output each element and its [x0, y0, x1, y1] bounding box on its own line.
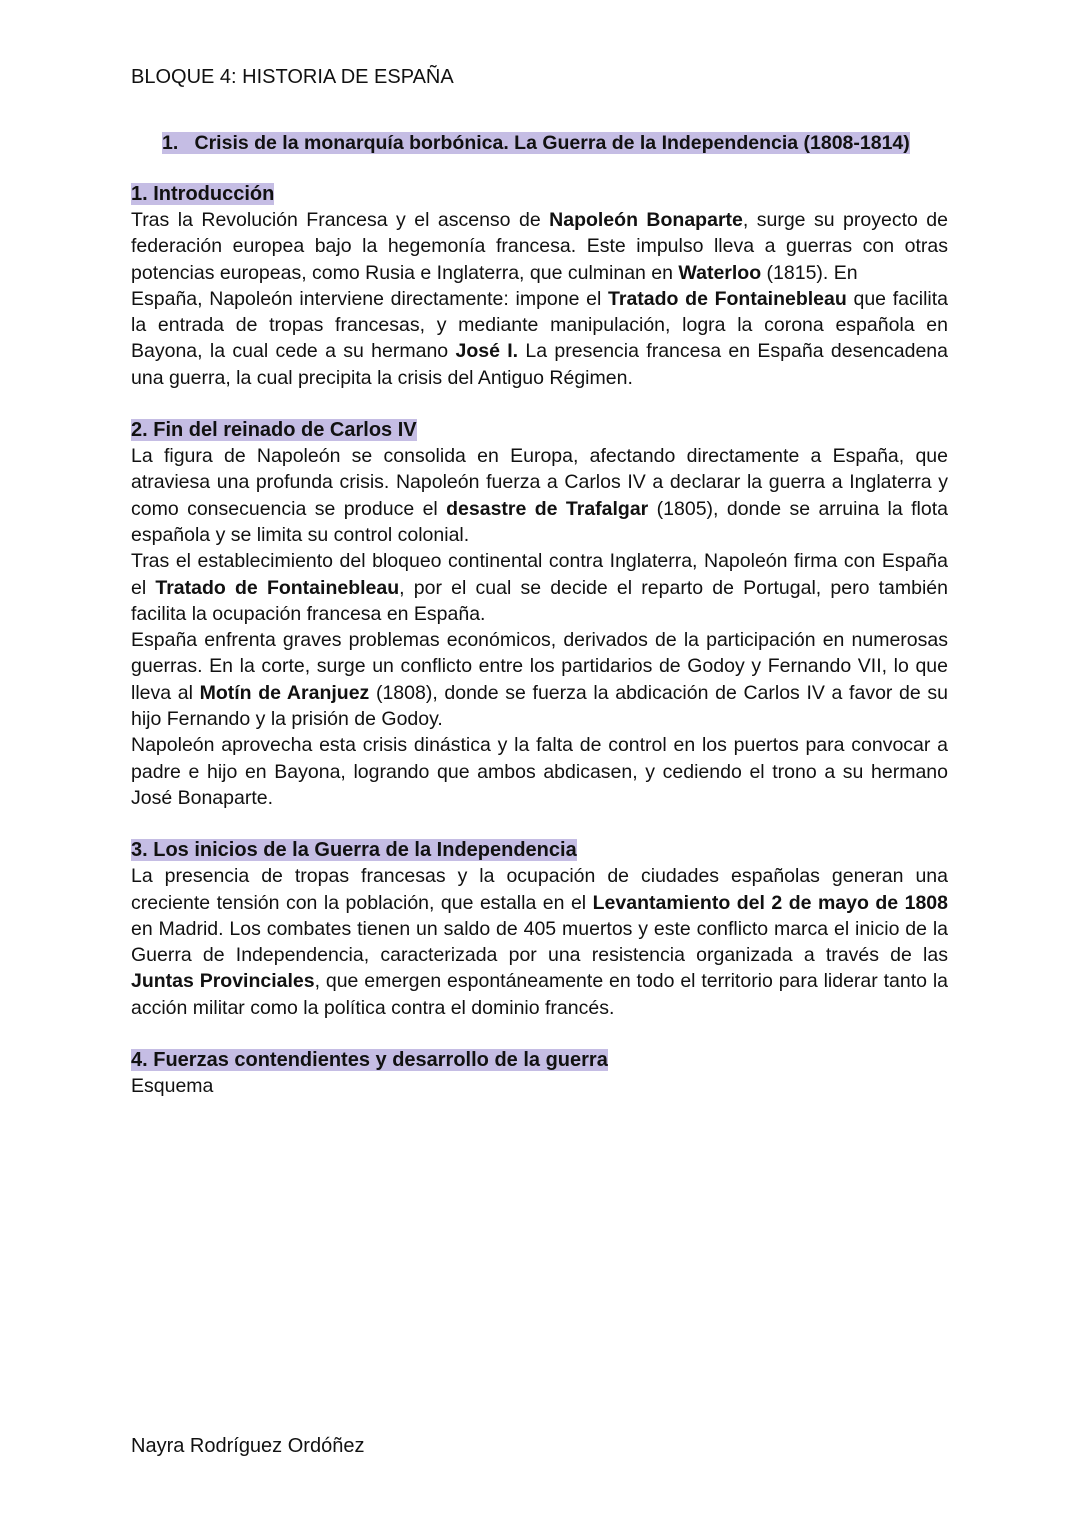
paragraph: Tras la Revolución Francesa y el ascenso de Napoleón Bonaparte, surge su proyecto de federación europea bajo la hegemonía francesa. Este impulso lleva a guerras con otras potencias europeas, como Rusia e Inglaterra, que culminan en Waterloo (1815). En: [131, 209, 948, 284]
section-heading-text: 1. Introducción: [131, 183, 275, 205]
paragraph: La presencia de tropas francesas y la ocupación de ciudades españolas generan una creciente tensión con la población, que estalla en el Levantamiento del 2 de mayo de 1808 en Madrid. Los combates tienen un saldo de 405 muertos y este conflicto marca el inicio de la Guerra de Independencia, caracterizada por una resistencia organizada a través de las Juntas Provinciales, que emergen espontáneamente en todo el territorio para liderar tanto la acción militar como la política contra el dominio francés.: [131, 865, 948, 1019]
bold-term: Juntas Provinciales: [131, 970, 315, 993]
paragraph: Tras el establecimiento del bloqueo continental contra Inglaterra, Napoleón firma con España el Tratado de Fontainebleau, por el cual se decide el reparto de Portugal, pero también facilita la ocupación francesa en España.: [131, 550, 948, 625]
bold-term: José I.: [455, 340, 519, 363]
paragraph: España enfrenta graves problemas económicos, derivados de la participación en numerosas guerras. En la corte, surge un conflicto entre los partidarios de Godoy y Fernando VII, lo que lleva al Motín de Aranjuez (1808), donde se fuerza la abdicación de Carlos IV a favor de su hijo Fernando y la prisión de Godoy.: [131, 629, 949, 731]
section-heading: [131, 181, 948, 207]
section-1: [131, 181, 948, 391]
section-3: [131, 837, 948, 1021]
document-body: [131, 181, 948, 1125]
bold-term: Waterloo: [678, 261, 762, 284]
document-title-text: 1. Crisis de la monarquía borbónica. La Guerra de la Independencia (1808-1814): [162, 132, 910, 154]
section-heading: [131, 837, 948, 863]
paragraph: Esquema: [131, 1075, 214, 1098]
section-4: [131, 1047, 948, 1099]
paragraph: España, Napoleón interviene directamente: impone el Tratado de Fontainebleau que facilita la entrada de tropas francesas, y mediante manipulación, logra la corona española en Bayona, la cual cede a su hermano José I. La presencia francesa en España desencadena una guerra, la cual precipita la crisis del Antiguo Régimen.: [131, 287, 948, 389]
section-heading-text: 3. Los inicios de la Guerra de la Independencia: [131, 839, 577, 862]
paragraph: Napoleón aprovecha esta crisis dinástica y la falta de control en los puertos para convocar a padre e hijo en Bayona, logrando que ambos abdicasen, y cediendo el trono a su hermano José Bonaparte.: [131, 734, 948, 809]
section-2: [131, 417, 948, 811]
section-heading-text: 2. Fin del reinado de Carlos IV: [131, 419, 417, 442]
bold-term: desastre de Trafalgar: [446, 497, 649, 520]
section-heading: [131, 417, 948, 443]
page-footer: Nayra Rodríguez Ordóñez: [131, 1435, 365, 1457]
section-heading-text: 4. Fuerzas contendientes y desarrollo de la guerra: [131, 1049, 608, 1072]
paragraph: La figura de Napoleón se consolida en Europa, afectando directamente a España, que atraviesa una profunda crisis. Napoleón fuerza a Carlos IV a declarar la guerra a Inglaterra y como consecuencia se produce el desastre de Trafalgar (1805), donde se arruina la flota española y se limita su control colonial.: [131, 445, 948, 546]
bold-term: Napoleón Bonaparte: [549, 209, 743, 231]
bold-term: Levantamiento del 2 de mayo de 1808: [592, 891, 948, 914]
bold-term: Motín de Aranjuez: [199, 681, 370, 704]
bold-term: Tratado de Fontainebleau: [608, 287, 847, 310]
document-title: [162, 130, 910, 156]
section-heading: [131, 1047, 948, 1073]
page-header: BLOQUE 4: HISTORIA DE ESPAÑA: [131, 66, 454, 88]
bold-term: Tratado de Fontainebleau: [155, 576, 400, 599]
